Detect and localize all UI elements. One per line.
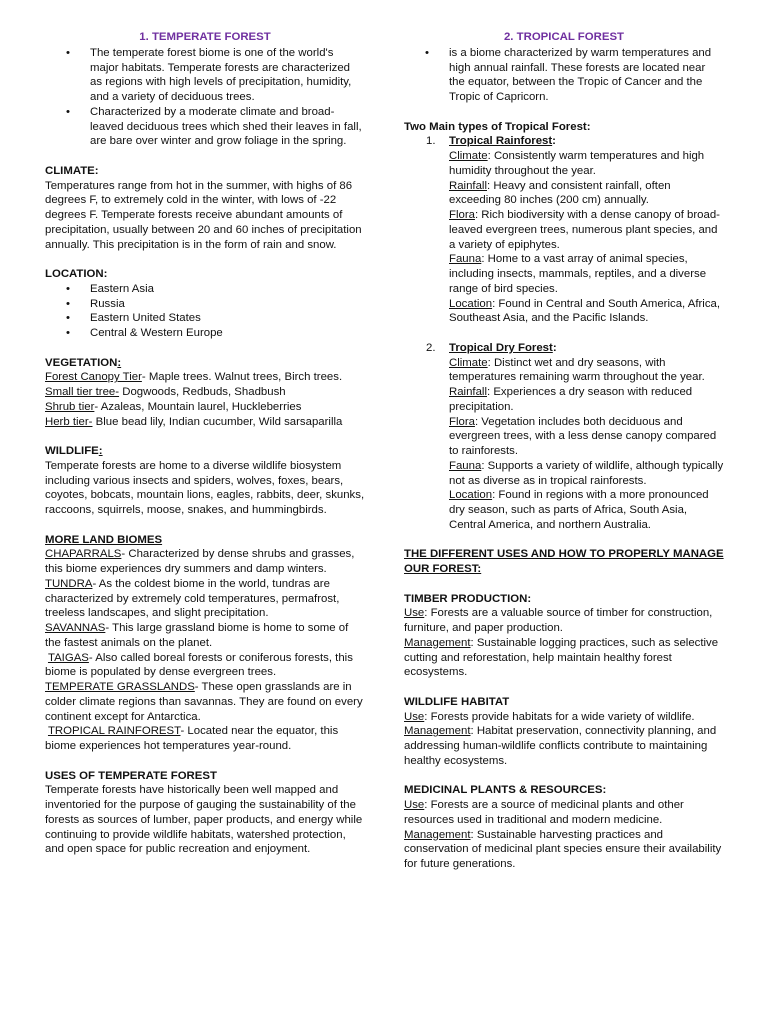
management-text: Management: Habitat preservation, connectivity planning, and addressing human-wildlife conflicts contribute to maintaining healthy ecosystems. [404,725,717,767]
management-text: Management: Sustainable harvesting practices and conservation of medicinal plant species ensure their availability for future generations. [404,828,722,870]
type-attribute: Location: Found in regions with a more pronounced dry season, such as parts of Africa, South Asia, Central America, and northern Australia. [449,489,709,531]
type-attribute: Location: Found in Central and South America, Africa, Southeast Asia, and the Pacific Islands. [449,297,721,325]
use-text: Use: Forests provide habitats for a wide variety of wildlife. [404,710,695,723]
use-text: Use: Forests are a source of medicinal plants and other resources used in traditional and modern medicine. [404,799,684,826]
wildlife-heading: WILDLIFE: [45,445,103,457]
tropical-forest-title: 2. TROPICAL FOREST [503,31,625,43]
type-attribute: Climate: Distinct wet and dry seasons, with temperatures remaining warm throughout the year. [449,356,705,384]
management-text: Management: Sustainable logging practices, such as selective cutting and reforestation, help maintain healthy forest ecosystems. [404,636,719,679]
tropical-type-name: Tropical Dry Forest: [449,341,557,354]
left-column [45,30,365,857]
biome-item: TAIGAS- Also called boreal forests or coniferous forests, this biome is populated by dense evergreen trees. [45,651,353,679]
type-attribute: Fauna: Supports a variety of wildlife, although typically not as diverse as in tropical rainforests. [449,459,724,487]
tropical-type-item: 2. Tropical Dry Forest: Climate: Distinct wet and dry seasons, with temperatures remaining warm throughout the year. Rainfall: Experiences a dry season with reduced precipitation. Flora: Vegetation includes both deciduous and evergreen trees, with a less dense canopy compared to rainforests. Fauna: Supports a variety of wildlife, although typically not as diverse as in tropical rainforests. Location: Found in regions with a more pronounced dry season, such as parts of Africa, South Asia, Central America, and northern Australia. [426,341,724,531]
type-attribute: Rainfall: Experiences a dry season with reduced precipitation. [449,386,693,413]
biome-item: TUNDRA- As the coldest biome in the world, tundras are characterized by extremely cold temperatures, permafrost, treeless landscapes, and slight precipitation. [45,577,340,620]
more-land-biomes-heading: MORE LAND BIOMES [45,533,163,546]
use-section-heading: WILDLIFE HABITAT [404,695,510,708]
biome-item: TROPICAL RAINFOREST- Located near the equator, this biome experiences hot temperatures year-round. [45,725,339,752]
use-section-heading: MEDICINAL PLANTS & RESOURCES: [404,784,607,797]
temperate-forest-title: 1. TEMPERATE FOREST [139,31,271,43]
biome-item: SAVANNAS- This large grassland biome is home to some of the fastest animals on the planet. [45,622,349,649]
vegetation-tier: Forest Canopy Tier- Maple trees. Walnut trees, Birch trees. [45,371,343,384]
type-attribute: Flora: Vegetation includes both deciduous and evergreen trees, with a less dense canopy compared to rainforests. [449,415,717,457]
type-attribute: Rainfall: Heavy and consistent rainfall, often exceeding 80 inches (200 cm) annually. [449,179,671,207]
vegetation-heading: VEGETATION: [45,356,122,369]
tropical-intro-list [404,46,724,105]
list-item: • Characterized by a moderate climate and broad-leaved deciduous trees which shed their leaves in fall, are bare over winter and grow foliage in the spring. [90,105,365,149]
vegetation-tier: Small tier tree- Dogwoods, Redbuds, Shadbush [45,386,286,398]
climate-heading: CLIMATE: [45,164,99,177]
use-section-heading: TIMBER PRODUCTION: [404,592,532,605]
right-column [404,30,724,872]
list-item: • is a biome characterized by warm temperatures and high annual rainfall. These forests are located near the equator, between the Tropic of Cancer and the Tropic of Capricorn. [449,46,724,105]
list-item: • Eastern Asia [90,282,365,297]
climate-text: Temperatures range from hot in the summer, with highs of 86 degrees F, to extremely cold in the winter, with lows of -22 degrees F. Temperate forests receive abundant amounts of precipitation, usually between 20 and 60 inches of precipitation annually. This precipitation is in the form of rain and snow. [45,179,362,251]
use-text: Use: Forests are a valuable source of timber for construction, furniture, and paper production. [404,607,713,634]
type-attribute: Fauna: Home to a vast array of animal species, including insects, mammals, reptiles, and a diverse range of bird species. [449,253,707,295]
list-item: • Eastern United States [90,311,365,326]
list-item: • Central & Western Europe [90,326,365,341]
location-list [45,282,365,341]
biome-item: CHAPARRALS- Characterized by dense shrubs and grasses, this biome experiences dry summers and damp winters. [45,548,355,575]
temperate-intro-list [45,46,365,149]
uses-management-heading: THE DIFFERENT USES AND HOW TO PROPERLY MANAGE OUR FOREST: [404,548,724,575]
vegetation-tier: Herb tier- Blue bead lily, Indian cucumber, Wild sarsaparilla [45,415,343,428]
type-attribute: Flora: Rich biodiversity with a dense canopy of broad-leaved evergreen trees, numerous plant species, and a variety of epiphytes. [449,209,720,251]
vegetation-tier: Shrub tier- Azaleas, Mountain laurel, Huckleberries [45,400,302,413]
uses-temperate-heading: USES OF TEMPERATE FOREST [45,769,217,782]
location-heading: LOCATION: [45,268,108,280]
uses-temperate-text: Temperate forests have historically been well mapped and inventoried for the purpose of gauging the sustainability of the forests as sources of lumber, paper products, and energy while continuing to provide wildlife habitats, watershed protection, and open space for public recreation and enjoyment. [45,784,363,856]
wildlife-text: Temperate forests are home to a diverse wildlife biosystem including various insects and spiders, wolves, foxes, bears, coyotes, bobcats, mountain lions, eagles, rabbits, deer, skunks, raccoons, squirrels, moose, snakes, and hummingbirds. [45,459,365,516]
biome-item: TEMPERATE GRASSLANDS- These open grasslands are in colder climate regions than savannas. They are found on every continent except for Antarctica. [45,681,363,723]
tropical-types-heading: Two Main types of Tropical Forest: [404,120,591,133]
list-item: • The temperate forest biome is one of the world's major habitats. Temperate forests are characterized as regions with high levels of precipitation, humidity, and a variety of deciduous trees. [90,46,365,105]
list-item: • Russia [90,297,365,312]
tropical-type-name: Tropical Rainforest: [449,135,556,148]
type-attribute: Climate: Consistently warm temperatures and high humidity throughout the year. [449,150,705,177]
tropical-type-item: 1. Tropical Rainforest: Climate: Consistently warm temperatures and high humidity throughout the year. Rainfall: Heavy and consistent rainfall, often exceeding 80 inches (200 cm) annually. Flora: Rich biodiversity with a dense canopy of broad-leaved evergreen trees, numerous plant species, and a variety of epiphytes. Fauna: Home to a vast array of animal species, including insects, mammals, reptiles, and a diverse range of bird species. Location: Found in Central and South America, Africa, Southeast Asia, and the Pacific Islands. [404,134,724,326]
